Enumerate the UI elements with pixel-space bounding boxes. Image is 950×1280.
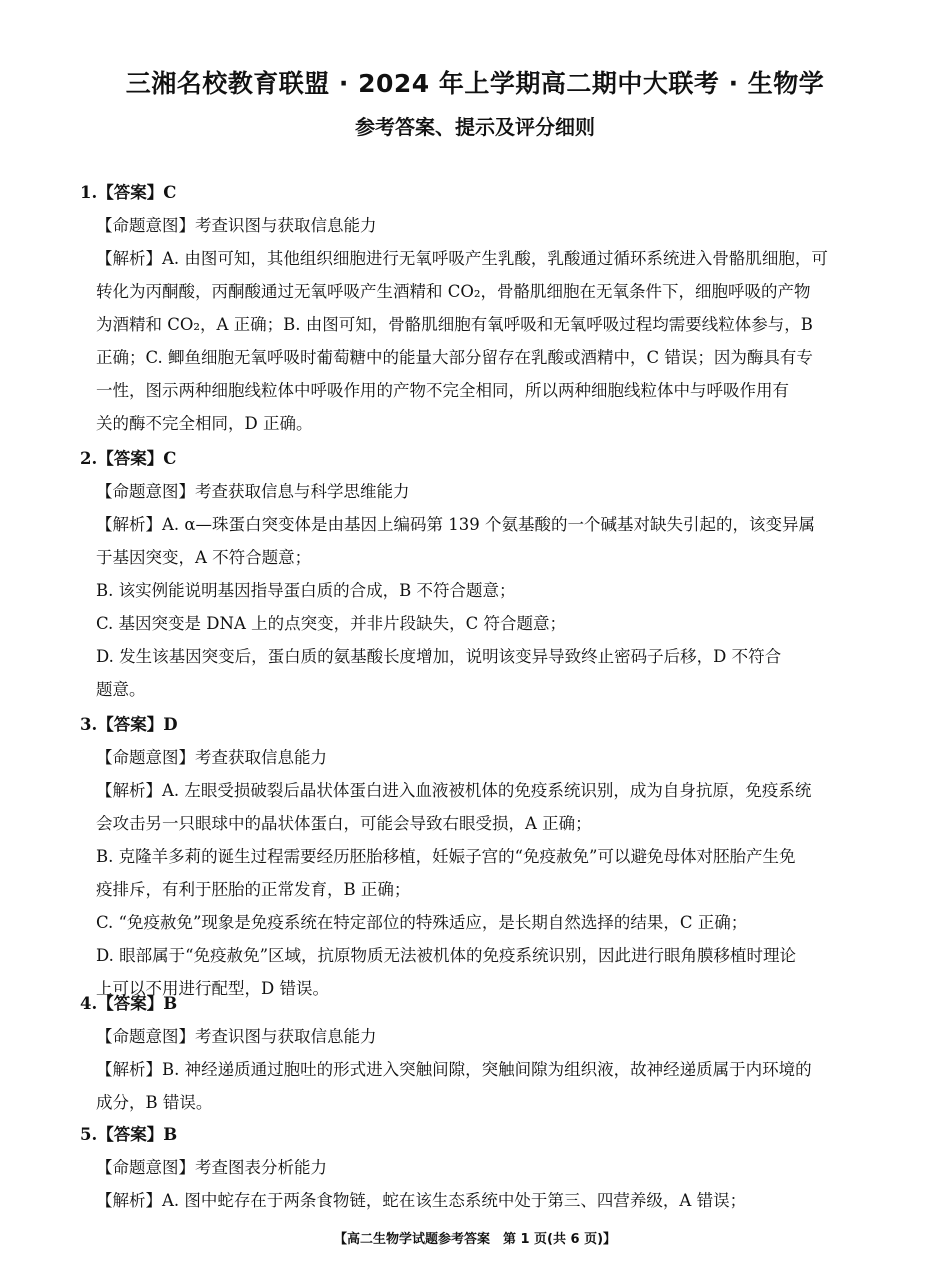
intent-line: 【命题意图】考查图表分析能力 (96, 1158, 327, 1177)
analysis-continuation: C. 基因突变是 DNA 上的点突变，并非片段缺失，C 符合题意； (96, 614, 566, 633)
intent-line: 【命题意图】考查识图与获取信息能力 (96, 216, 377, 235)
answer-line: 1.【答案】C (80, 183, 177, 202)
analysis-line: 【解析】A. 图中蛇存在于两条食物链，蛇在该生态系统中处于第三、四营养级，A 错误； (96, 1191, 747, 1210)
answer-line: 4.【答案】B (80, 994, 178, 1013)
intent-line: 【命题意图】考查识图与获取信息能力 (96, 1027, 377, 1046)
analysis-continuation: 关的酶不完全相同，D 正确。 (96, 414, 313, 433)
analysis-continuation: D. 发生该基因突变后，蛋白质的氨基酸长度增加，说明该变异导致终止密码子后移，D 不符合 (96, 647, 782, 666)
answer-line: 5.【答案】B (80, 1125, 178, 1144)
analysis-line: 【解析】A. α—珠蛋白突变体是由基因上编码第 139 个氨基酸的一个碱基对缺失引起的，该变异属 (96, 515, 816, 534)
analysis-continuation: 一性，图示两种细胞线粒体中呼吸作用的产物不完全相同，所以两种细胞线粒体中与呼吸作用有 (96, 381, 789, 400)
analysis-continuation: 于基因突变，A 不符合题意； (96, 548, 312, 567)
intent-line: 【命题意图】考查获取信息与科学思维能力 (96, 482, 410, 501)
analysis-continuation: D. 眼部属于“免疫赦免”区域，抗原物质无法被机体的免疫系统识别，因此进行眼角膜移植时理论 (96, 946, 797, 965)
analysis-continuation: B. 克隆羊多莉的诞生过程需要经历胚胎移植，妊娠子宫的“免疫赦免”可以避免母体对胚胎产生免 (96, 847, 796, 866)
analysis-continuation: 疫排斥，有利于胚胎的正常发育，B 正确； (96, 880, 411, 899)
analysis-continuation: 转化为丙酮酸，丙酮酸通过无氧呼吸产生酒精和 CO₂，骨骼肌细胞在无氧条件下，细胞呼吸的产物 (96, 282, 811, 301)
analysis-continuation: 为酒精和 CO₂，A 正确；B. 由图可知，骨骼肌细胞有氧呼吸和无氧呼吸过程均需要线粒体参与，B (96, 315, 813, 334)
analysis-continuation: 成分，B 错误。 (96, 1093, 213, 1112)
answer-line: 3.【答案】D (80, 715, 178, 734)
analysis-continuation: 正确；C. 鲫鱼细胞无氧呼吸时葡萄糖中的能量大部分留存在乳酸或酒精中，C 错误；因为酶具有专 (96, 348, 813, 367)
intent-line: 【命题意图】考查获取信息能力 (96, 748, 327, 767)
analysis-line: 【解析】A. 左眼受损破裂后晶状体蛋白进入血液被机体的免疫系统识别，成为自身抗原，免疫系统 (96, 781, 812, 800)
analysis-continuation: C. “免疫赦免”现象是免疫系统在特定部位的特殊适应，是长期自然选择的结果，C 正确； (96, 913, 748, 932)
analysis-continuation: 会攻击另一只眼球中的晶状体蛋白，可能会导致右眼受损，A 正确； (96, 814, 592, 833)
analysis-line: 【解析】B. 神经递质通过胞吐的形式进入突触间隙，突触间隙为组织液，故神经递质属于内环境的 (96, 1060, 812, 1079)
page-footer: 【高二生物学试题参考答案 第 1 页(共 6 页)】 (333, 1232, 617, 1247)
document-title: 三湘名校教育联盟 · 2024 年上学期高二期中大联考 · 生物学 (125, 69, 825, 98)
document-subtitle: 参考答案、提示及评分细则 (355, 115, 595, 139)
analysis-line: 【解析】A. 由图可知，其他组织细胞进行无氧呼吸产生乳酸，乳酸通过循环系统进入骨骼肌细胞，可 (96, 249, 828, 268)
analysis-continuation: B. 该实例能说明基因指导蛋白质的合成，B 不符合题意； (96, 581, 516, 600)
answer-line: 2.【答案】C (80, 449, 177, 468)
analysis-continuation: 题意。 (96, 680, 146, 699)
analysis-continuation: 上可以不用进行配型，D 错误。 (96, 979, 329, 998)
